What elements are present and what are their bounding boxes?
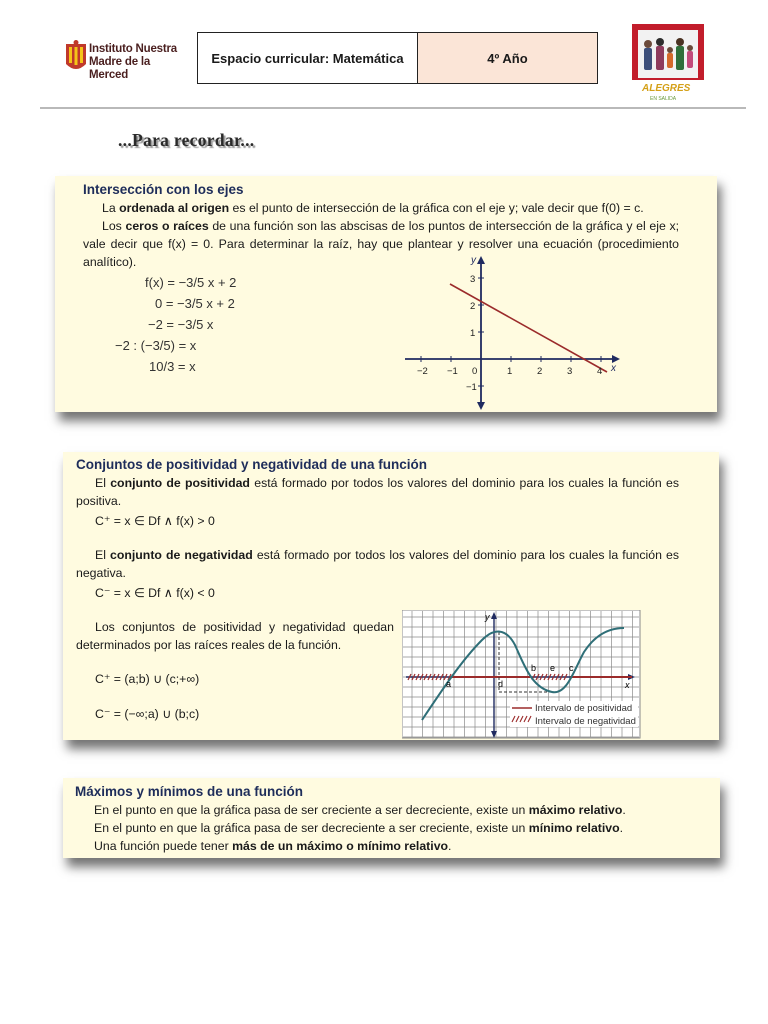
x-axis-arrow-icon bbox=[612, 355, 620, 363]
max-relative-line: En el punto en que la gráfica pasa de ser creciente a ser decreciente, existe un máximo relativo. bbox=[94, 803, 626, 817]
y-axis-label: y bbox=[471, 255, 476, 266]
school-logo bbox=[62, 38, 187, 80]
header-table bbox=[197, 32, 598, 84]
point-label-a: a bbox=[446, 679, 452, 689]
equation-2: 0 = −3/5 x + 2 bbox=[155, 296, 235, 311]
equation-3: −2 = −3/5 x bbox=[148, 317, 214, 332]
school-name-line2: Madre de la Merced bbox=[89, 56, 151, 81]
year-cell: 4º Año bbox=[418, 33, 597, 83]
multiple-extrema-line: Una función puede tener más de un máximo o mínimo relativo. bbox=[94, 839, 452, 853]
negativity-formula: C⁻ = x ∈ Df ∧ f(x) < 0 bbox=[95, 586, 215, 600]
point-label-b: b bbox=[531, 663, 537, 673]
school-shield-icon bbox=[65, 40, 87, 74]
y-axis-arrow-down-icon bbox=[477, 402, 485, 410]
alegres-logo-text: ALEGRES bbox=[642, 83, 691, 94]
section1-paragraph1: La ordenada al origen es el punto de intersección de la gráfica con el eje y; vale decir que f(0) = c. bbox=[102, 201, 644, 215]
y-tick-label: 1 bbox=[470, 328, 476, 339]
section2-title: Conjuntos de positividad y negatividad de una función bbox=[76, 457, 428, 472]
panel-maxmin bbox=[63, 778, 720, 858]
header-divider bbox=[40, 107, 746, 109]
y-axis-arrow-icon bbox=[477, 256, 485, 264]
x-tick-label: 0 bbox=[472, 366, 478, 377]
subject-cell: Espacio curricular: Matemática bbox=[198, 33, 418, 83]
negativity-definition: El conjunto de negatividad está formado por todos los valores del dominio para los cuales la función es negativa. bbox=[76, 548, 679, 580]
alegres-logo-subtext: EN SALIDA bbox=[650, 96, 677, 102]
determination-text: Los conjuntos de positividad y negatividad quedan determinados por las raíces reales de la función. bbox=[76, 620, 394, 652]
positivity-graph bbox=[402, 610, 642, 740]
y-tick-label: 2 bbox=[470, 301, 476, 312]
point-label-c: c bbox=[569, 663, 574, 673]
positivity-definition: El conjunto de positividad está formado por todos los valores del dominio para los cuales la función es positiva. bbox=[76, 476, 679, 508]
section1-paragraph2: Los ceros o raíces de una función son las abscisas de los puntos de intersección de la gráfica y el eje x; vale decir que f(x) = 0. Para determinar la raíz, hay que plantear y resolver una ecuación (procedimiento analítico). bbox=[83, 219, 680, 269]
x-axis-label: x bbox=[611, 363, 616, 374]
y-axis-label: y bbox=[485, 612, 490, 622]
equation-5: 10/3 = x bbox=[149, 359, 196, 374]
cpos-set: C⁺ = (a;b) ∪ (c;+∞) bbox=[95, 672, 200, 686]
x-tick-label: 1 bbox=[507, 366, 513, 377]
y-tick-label: 3 bbox=[470, 274, 476, 285]
panel-intersection bbox=[55, 176, 717, 412]
x-tick-label: 2 bbox=[537, 366, 543, 377]
x-tick-label: −1 bbox=[447, 366, 458, 377]
panel-positivity bbox=[63, 452, 719, 740]
x-tick-label: 3 bbox=[567, 366, 573, 377]
x-tick-label: −2 bbox=[417, 366, 428, 377]
x-tick-label: 4 bbox=[597, 366, 603, 377]
min-relative-line: En el punto en que la gráfica pasa de ser decreciente a ser creciente, existe un mínimo relativo. bbox=[94, 821, 624, 835]
school-name-line1: Instituto Nuestra bbox=[89, 43, 177, 55]
legend-negativity-label: Intervalo de negatividad bbox=[535, 716, 636, 727]
positivity-formula: C⁺ = x ∈ Df ∧ f(x) > 0 bbox=[95, 514, 215, 528]
section1-title: Intersección con los ejes bbox=[83, 182, 244, 197]
point-label-e: e bbox=[550, 663, 556, 673]
alegres-logo bbox=[630, 22, 706, 108]
equation-4: −2 : (−3/5) = x bbox=[115, 338, 197, 353]
point-label-d: d bbox=[498, 679, 504, 689]
legend-positivity-label: Intervalo de positividad bbox=[535, 703, 633, 714]
linear-function-graph bbox=[400, 254, 632, 412]
x-axis-label: x bbox=[625, 680, 630, 690]
equation-1: f(x) = −3/5 x + 2 bbox=[145, 275, 237, 290]
cneg-set: C⁻ = (−∞;a) ∪ (b;c) bbox=[95, 707, 200, 721]
section3-title: Máximos y mínimos de una función bbox=[75, 784, 304, 799]
page-heading: ...Para recordar... bbox=[118, 130, 255, 150]
y-tick-label: −1 bbox=[466, 382, 477, 393]
